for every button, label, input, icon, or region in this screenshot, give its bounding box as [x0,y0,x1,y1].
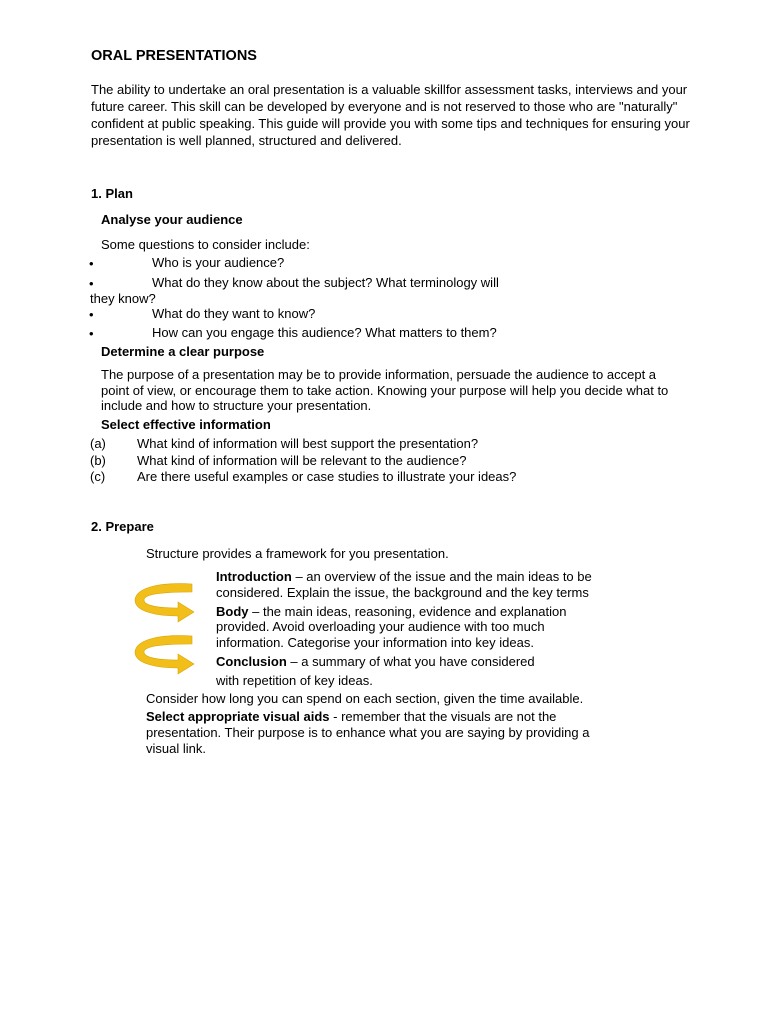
list-label: (b) [90,453,106,468]
visual-aids [146,709,556,725]
audience-lead: Some questions to consider include: [101,237,310,252]
list-label: (c) [90,469,106,484]
bullet-marker: • [89,326,94,341]
list-item: What kind of information will be relevant to the audience? [137,453,467,468]
introduction-text: – an overview of the issue and the main ideas to be [291,569,592,584]
intro-paragraph: The ability to undertake an oral presentation is a valuable skillfor assessment tasks, interviews and your future career. This skill can be developed by everyone and is not reserved to those who are "naturally" confident at public speaking. This guide will provide you with some tips and techniques for ensuring your presentation is well planned, structured and delivered. [91,82,690,148]
page-title: ORAL PRESENTATIONS [91,48,257,64]
audience-heading: Analyse your audience [101,212,243,227]
body-text-line3: information. Categorise your information into key ideas. [216,635,534,650]
info-heading: Select effective information [101,417,271,432]
conclusion-text-line2: with repetition of key ideas. [216,673,373,688]
bullet-marker: • [89,307,94,322]
bullet-text: Who is your audience? [152,255,285,270]
visual-aids-label: Select appropriate visual aids [146,709,330,724]
list-label: (a) [90,436,106,451]
structure-body [216,604,567,620]
purpose-heading: Determine a clear purpose [101,344,265,359]
conclusion-text: – a summary of what you have considered [286,654,535,669]
curved-arrow-icon [128,632,198,678]
list-item: What kind of information will best support the presentation? [137,436,479,451]
bullet-marker: • [89,276,94,291]
bullet-text: How can you engage this audience? What matters to them? [152,325,497,340]
time-note: Consider how long you can spend on each section, given the time available. [146,691,584,706]
structure-introduction [216,569,592,585]
visual-aids-text: - remember that the visuals are not the [329,709,557,724]
conclusion-label: Conclusion [216,654,287,669]
visual-aids-text-line3: visual link. [146,741,206,756]
purpose-paragraph: The purpose of a presentation may be to provide information, persuade the audience to accept a point of view, or encourage them to take action. Knowing your purpose will help you decide what to include and how to structure your presentation. [101,367,669,413]
body-text: – the main ideas, reasoning, evidence and explanation [248,604,567,619]
plan-heading: 1. Plan [91,186,133,201]
bullet-text: What do they know about the subject? What terminology will [152,275,499,290]
body-label: Body [216,604,249,619]
body-text-line2: provided. Avoid overloading your audience with too much [216,619,545,634]
prepare-lead: Structure provides a framework for you presentation. [146,546,449,561]
visual-aids-text-line2: presentation. Their purpose is to enhance what you are saying by providing a [146,725,590,740]
structure-conclusion [216,654,535,670]
bullet-marker: • [89,256,94,271]
bullet-text: What do they want to know? [152,306,316,321]
introduction-text-line2: considered. Explain the issue, the background and the key terms [216,585,589,600]
list-item: Are there useful examples or case studies to illustrate your ideas? [137,469,517,484]
introduction-label: Introduction [216,569,292,584]
curved-arrow-icon [128,580,198,624]
bullet-text-continued: they know? [90,291,156,306]
prepare-heading: 2. Prepare [91,519,154,534]
